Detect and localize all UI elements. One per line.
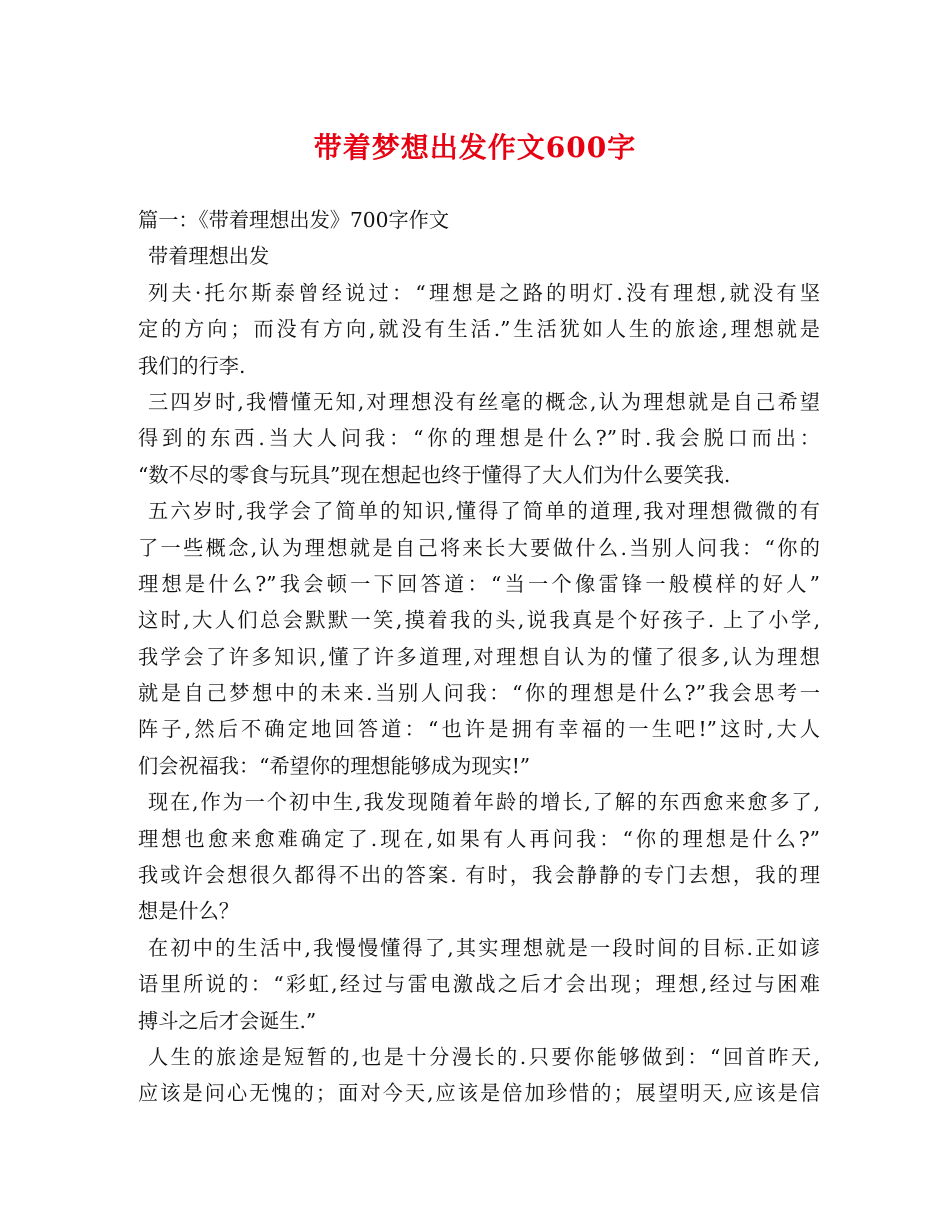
text-line: 了一些概念,认为理想就是自己将来长大要做什么.当别人问我：“你的 (138, 535, 820, 560)
text-line: 语里所说的：“彩虹,经过与雷电激战之后才会出现；理想,经过与困难 (138, 972, 820, 997)
text-line: “数不尽的零食与玩具”现在想起也终于懂得了大人们为什么要笑我. (138, 462, 731, 487)
text-line: 就是自己梦想中的未来.当别人问我：“你的理想是什么?”我会思考一 (138, 681, 820, 706)
text-line: 列夫·托尔斯泰曾经说过：“理想是之路的明灯.没有理想,就没有坚 (148, 280, 820, 305)
text-line: 理想也愈来愈难确定了.现在,如果有人再问我：“你的理想是什么?” (138, 826, 820, 851)
text-line: 我们的行李. (138, 353, 246, 378)
text-line: 我学会了许多知识,懂了许多道理,对理想自认为的懂了很多,认为理想 (138, 644, 820, 669)
text-line: 搏斗之后才会诞生.” (138, 1008, 317, 1033)
document-body (138, 202, 820, 1112)
text-line: 我或许会想很久都得不出的答案. 有时，我会静静的专门去想，我的理 (138, 863, 820, 888)
text-line: 定的方向；而没有方向,就没有生活.”生活犹如人生的旅途,理想就是 (138, 317, 820, 342)
text-line: 阵子,然后不确定地回答道：“也许是拥有幸福的一生吧!”这时,大人 (138, 717, 820, 742)
text-line: 五六岁时,我学会了简单的知识,懂得了简单的道理,我对理想微微的有 (148, 499, 820, 524)
text-line: 三四岁时,我懵懂无知,对理想没有丝毫的概念,认为理想就是自己希望 (148, 389, 820, 414)
text-line: 这时,大人们总会默默一笑,摸着我的头,说我真是个好孩子. 上了小学, (138, 608, 820, 633)
text-line: 篇一：《带着理想出发》700字作文 (138, 208, 450, 232)
text-line: 们会祝福我：“希望你的理想能够成为现实!” (138, 753, 531, 778)
text-line: 应该是问心无愧的；面对今天,应该是倍加珍惜的；展望明天,应该是信 (138, 1081, 820, 1106)
text-line: 在初中的生活中,我慢慢懂得了,其实理想就是一段时间的目标.正如谚 (148, 935, 820, 960)
text-line: 理想是什么?”我会顿一下回答道：“当一个像雷锋一般模样的好人” (138, 571, 820, 596)
text-line: 想是什么？ (138, 899, 239, 924)
text-line: 人生的旅途是短暂的,也是十分漫长的.只要你能够做到：“回首昨天, (148, 1044, 820, 1069)
text-line: 带着理想出发 (148, 244, 270, 269)
document-title: 带着梦想出发作文600字 (313, 131, 637, 164)
text-line: 得到的东西.当大人问我：“你的理想是什么?”时.我会脱口而出： (138, 426, 820, 451)
text-line: 现在,作为一个初中生,我发现随着年龄的增长,了解的东西愈来愈多了, (148, 790, 820, 815)
